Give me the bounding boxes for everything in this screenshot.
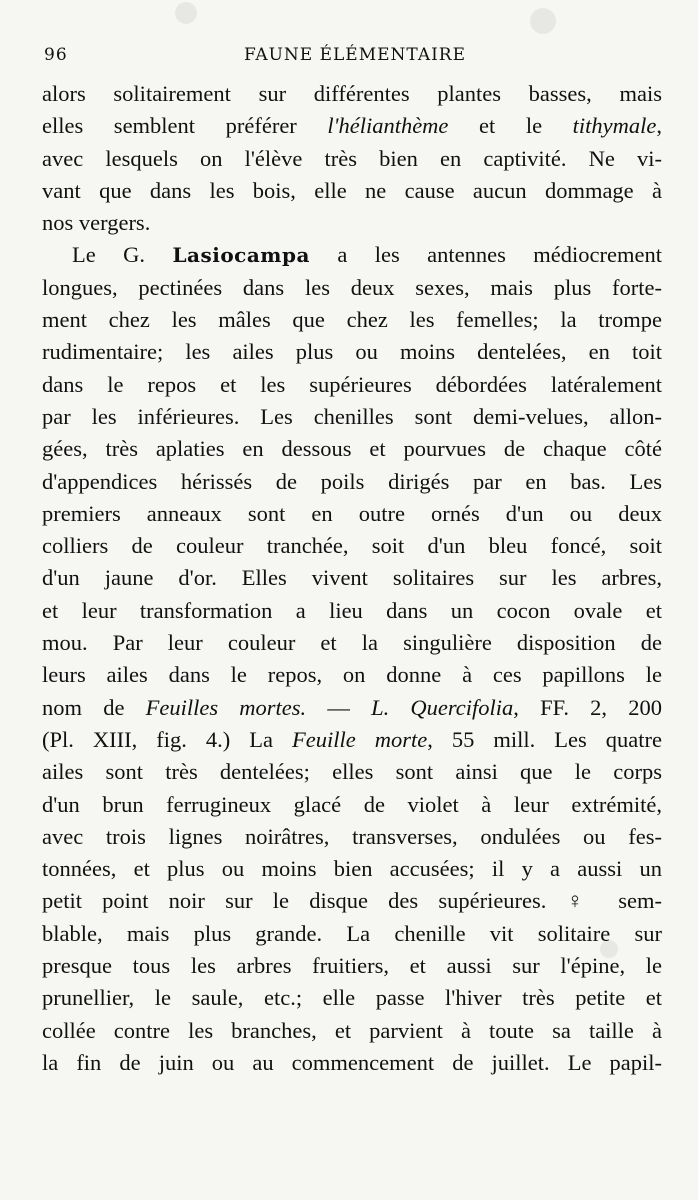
page-number: 96	[44, 45, 68, 65]
text-segment: —	[306, 694, 372, 720]
paper-stain	[175, 2, 197, 24]
text-line	[42, 1047, 662, 1079]
italic-text: Feuille morte	[292, 726, 428, 752]
text-line	[42, 433, 662, 465]
text-segment: mou. Par leur couleur et la singulière disposition de	[42, 630, 662, 656]
text-segment: colliers de couleur tranchée, soit d'un bleu foncé, soit	[42, 533, 662, 559]
text-line	[42, 885, 662, 917]
text-line	[42, 143, 662, 175]
text-segment: nos vergers.	[42, 210, 151, 236]
text-segment: ment chez les mâles que chez les femelles; la trompe	[42, 307, 662, 333]
text-segment: presque tous les arbres fruitiers, et aussi sur l'épine, le	[42, 953, 662, 979]
text-segment: par les inférieures. Les chenilles sont demi-velues, allon-	[42, 403, 662, 429]
text-line	[42, 789, 662, 821]
text-segment: rudimentaire; les ailes plus ou moins dentelées, en toit	[42, 339, 662, 365]
text-segment: d'un brun ferrugineux glacé de violet à leur extrémité,	[42, 791, 662, 817]
text-line	[42, 336, 662, 368]
text-line	[42, 110, 662, 142]
text-segment: dans le repos et les supérieures débordées latéralement	[42, 371, 662, 397]
text-line	[42, 982, 662, 1014]
italic-text: l'hélianthème	[327, 113, 449, 139]
text-line	[42, 401, 662, 433]
genus-name: Lasiocampa	[172, 243, 310, 268]
text-line	[42, 1015, 662, 1047]
italic-text: tithymale	[572, 113, 657, 139]
italic-text: Feuilles mortes.	[145, 694, 307, 720]
text-line	[42, 207, 662, 239]
text-segment: blable, mais plus grande. La chenille vit solitaire sur	[42, 920, 662, 946]
text-line	[42, 950, 662, 982]
text-line	[42, 304, 662, 336]
text-segment: , 55 mill. Les quatre	[427, 726, 662, 752]
text-segment: (Pl. XIII, fig. 4.) La	[42, 726, 293, 752]
text-line	[42, 595, 662, 627]
text-segment: vant que dans les bois, elle ne cause aucun dommage à	[42, 177, 662, 203]
text-segment: et leur transformation a lieu dans un cocon ovale et	[42, 597, 662, 623]
text-segment: petit point noir sur le disque des supérieures. ♀ sem-	[42, 888, 662, 914]
text-segment: premiers anneaux sont en outre ornés d'un ou deux	[42, 500, 662, 526]
text-segment: ,	[656, 113, 662, 139]
text-segment: avec trois lignes noirâtres, transverses, ondulées ou fes-	[42, 823, 662, 849]
text-line	[42, 369, 662, 401]
text-segment: prunellier, le saule, etc.; elle passe l'hiver très petite et	[42, 985, 662, 1011]
text-line	[42, 724, 662, 756]
text-line	[42, 692, 662, 724]
text-segment: leurs ailes dans le repos, on donne à ces papillons le	[42, 662, 662, 688]
text-segment: d'un jaune d'or. Elles vivent solitaires sur les arbres,	[42, 565, 662, 591]
text-line	[42, 498, 662, 530]
text-line	[42, 627, 662, 659]
text-line	[42, 756, 662, 788]
text-segment: la fin de juin ou au commencement de juillet. Le papil-	[42, 1049, 662, 1075]
text-segment: a les antennes médiocrement	[309, 242, 662, 268]
italic-text: L. Quercifolia	[371, 694, 514, 720]
text-segment: Le G.	[72, 242, 173, 268]
text-segment: d'appendices hérissés de poils dirigés par en bas. Les	[42, 468, 662, 494]
text-segment: nom de	[42, 694, 146, 720]
text-line	[42, 562, 662, 594]
text-line	[42, 272, 662, 304]
running-title: FAUNE ÉLÉMENTAIRE	[244, 45, 467, 65]
text-line	[42, 466, 662, 498]
text-segment: avec lesquels on l'élève très bien en captivité. Ne vi-	[42, 145, 662, 171]
text-line	[42, 530, 662, 562]
text-line	[42, 659, 662, 691]
text-segment: , FF. 2, 200	[513, 694, 662, 720]
text-line	[42, 239, 662, 271]
text-segment: alors solitairement sur différentes plantes basses, mais	[42, 81, 662, 106]
text-line	[42, 853, 662, 885]
text-line	[42, 175, 662, 207]
text-line	[42, 78, 662, 110]
text-segment: gées, très aplaties en dessous et pourvues de chaque côté	[42, 436, 662, 462]
text-segment: tonnées, et plus ou moins bien accusées; il y a aussi un	[42, 856, 662, 882]
text-segment: elles semblent préférer	[42, 113, 328, 139]
text-segment: ailes sont très dentelées; elles sont ainsi que le corps	[42, 759, 662, 785]
text-line	[42, 821, 662, 853]
text-segment: et le	[448, 113, 573, 139]
text-segment: longues, pectinées dans les deux sexes, mais plus forte-	[42, 274, 662, 300]
paper-stain	[530, 8, 556, 34]
text-segment: collée contre les branches, et parvient à toute sa taille à	[42, 1017, 662, 1043]
text-line	[42, 918, 662, 950]
body-text	[42, 78, 662, 1079]
page-header	[44, 40, 664, 70]
